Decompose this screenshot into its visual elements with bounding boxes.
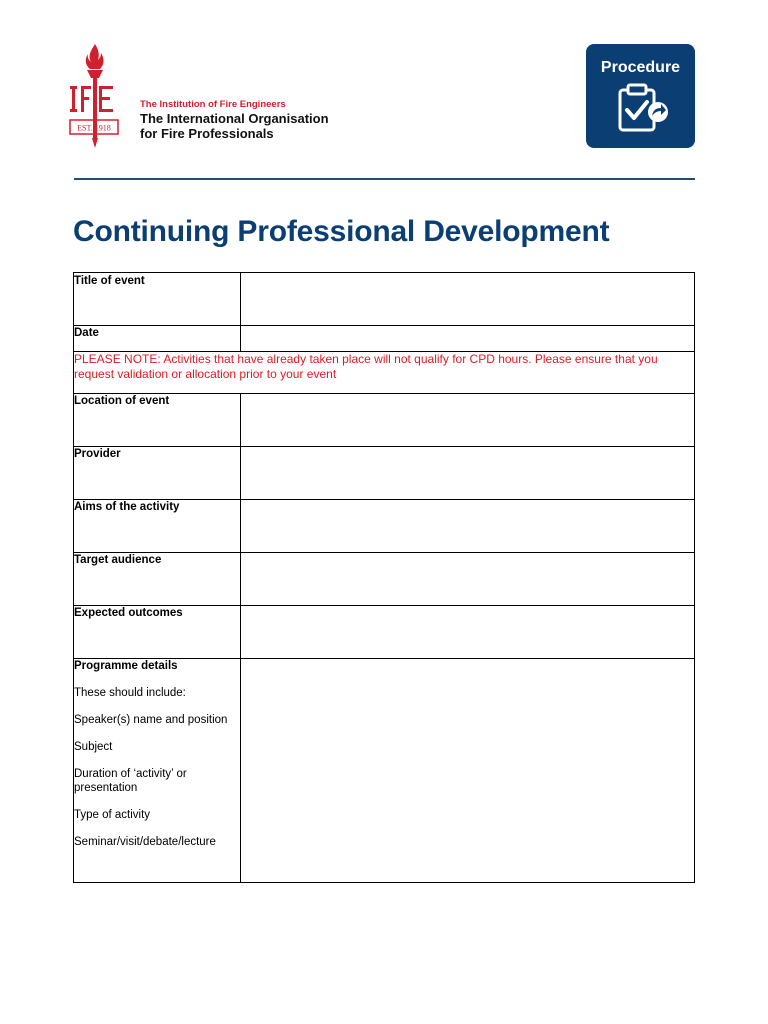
programme-hint: Speaker(s) name and position: [74, 714, 228, 726]
programme-hint: Seminar/visit/debate/lecture: [74, 836, 216, 848]
field-label: Provider: [74, 447, 241, 500]
provider-field[interactable]: [241, 447, 695, 500]
form-row-outcomes: [74, 606, 695, 659]
organisation-name: [140, 99, 329, 141]
date-field[interactable]: [241, 326, 695, 352]
form-row-location: [74, 394, 695, 447]
programme-hint: Duration of ‘activity’ or presentation: [74, 768, 187, 794]
org-name-line2: The International Organisation: [140, 111, 329, 126]
please-note-text: PLEASE NOTE: Activities that have already taken place will not qualify for CPD hours. Please ensure that you request validation or allocation prior to your event: [74, 352, 695, 394]
form-row-programme: [74, 659, 695, 883]
form-row-date: [74, 326, 695, 352]
programme-label-cell: [74, 659, 241, 883]
org-name-line3: for Fire Professionals: [140, 126, 274, 141]
programme-hint: Subject: [74, 741, 113, 753]
form-row-aims: [74, 500, 695, 553]
expected-outcomes-field[interactable]: [241, 606, 695, 659]
badge-label: Procedure: [600, 59, 681, 76]
field-label: Location of event: [74, 394, 241, 447]
header-divider: [74, 178, 695, 180]
target-audience-field[interactable]: [241, 553, 695, 606]
page-title: Continuing Professional Development: [73, 215, 610, 248]
procedure-badge: [586, 44, 695, 148]
form-row-note: [74, 352, 695, 394]
ife-logo-icon: [68, 42, 122, 152]
form-row-audience: [74, 553, 695, 606]
programme-hint: These should include:: [74, 687, 186, 699]
aims-field[interactable]: [241, 500, 695, 553]
form-row-provider: [74, 447, 695, 500]
clipboard-check-share-icon: [614, 82, 670, 134]
cpd-form-table: [73, 272, 695, 883]
field-label: Date: [74, 326, 241, 352]
field-label: Target audience: [74, 553, 241, 606]
form-row-title: [74, 273, 695, 326]
title-of-event-field[interactable]: [241, 273, 695, 326]
field-label: Expected outcomes: [74, 606, 241, 659]
org-name-line1: The Institution of Fire Engineers: [140, 99, 286, 110]
svg-text:EST. 1918: EST. 1918: [77, 123, 111, 133]
programme-details-field[interactable]: [241, 659, 695, 883]
field-label: Title of event: [74, 273, 241, 326]
field-label: Aims of the activity: [74, 500, 241, 553]
field-label: Programme details: [74, 660, 178, 672]
location-field[interactable]: [241, 394, 695, 447]
programme-hint: Type of activity: [74, 809, 151, 821]
